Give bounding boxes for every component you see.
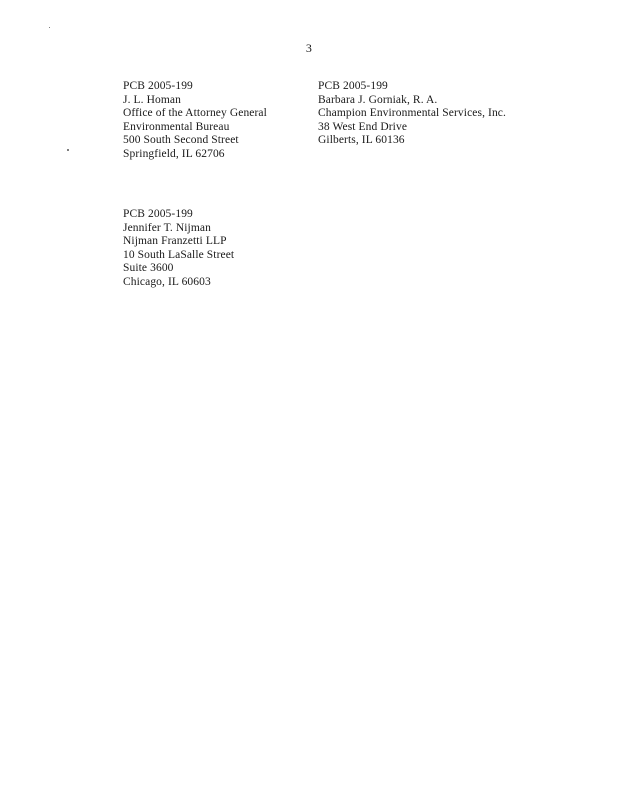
case-number: PCB 2005-199 [123,80,193,92]
service-address-block [318,80,506,148]
suite: Suite 3600 [123,262,174,275]
recipient-name: Jennifer T. Nijman [123,221,211,234]
city-state-zip: Gilberts, IL 60136 [318,134,405,147]
street-address: 10 South LaSalle Street [123,248,235,261]
case-number: PCB 2005-199 [318,80,388,92]
service-address-block [123,208,234,290]
scan-speck [67,149,69,151]
recipient-name: Barbara J. Gorniak, R. A. [318,93,438,106]
city-state-zip: Springfield, IL 62706 [123,147,225,160]
street-address: 38 West End Drive [318,120,408,133]
department: Environmental Bureau [123,120,230,133]
scan-speck [49,27,50,28]
recipient-name: J. L. Homan [123,93,181,106]
page-number: 3 [305,41,313,55]
city-state-zip: Chicago, IL 60603 [123,275,211,288]
service-address-block [123,80,267,162]
street-address: 500 South Second Street [123,134,239,147]
organization: Nijman Franzetti LLP [123,235,227,248]
organization: Champion Environmental Services, Inc. [318,107,506,120]
case-number: PCB 2005-199 [123,208,193,220]
organization: Office of the Attorney General [123,107,267,120]
